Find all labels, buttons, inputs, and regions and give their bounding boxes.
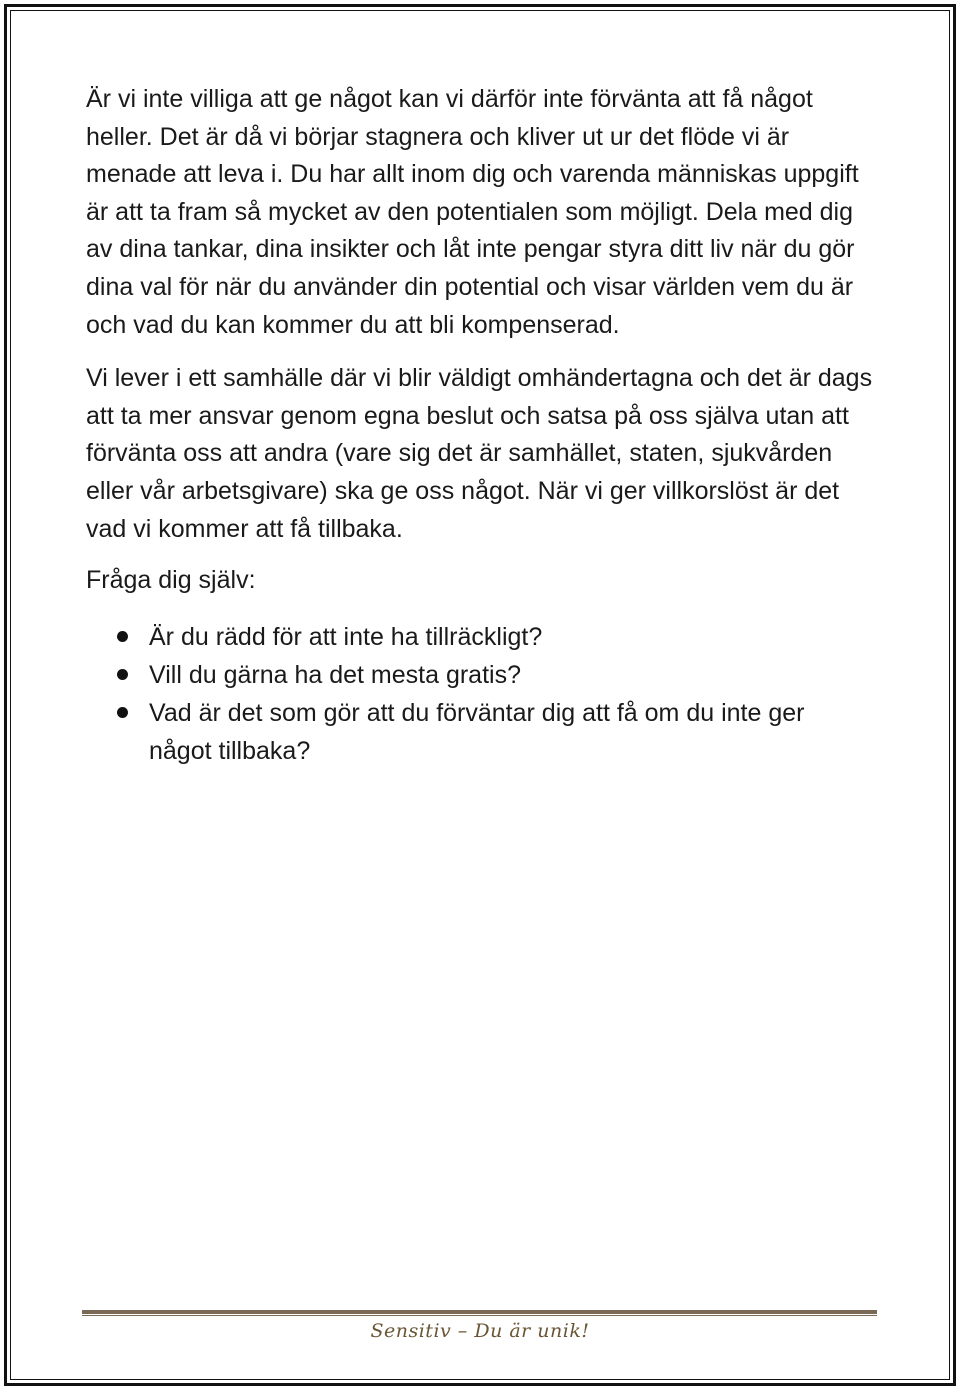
- paragraph-2: Vi lever i ett samhälle där vi blir väldigt omhändertagna och det är dags att ta mer ansvar genom egna beslut och satsa på oss själva utan att förvänta oss att andra (vare sig det är samhället, staten, sjukvården eller vår arbetsgivare) ska ge oss något. När vi ger villkorslöst är det vad vi kommer att få tillbaka.: [86, 364, 873, 543]
- paragraph-1: Är vi inte villiga att ge något kan vi därför inte förvänta att få något heller. Det är då vi börjar stagnera och kliver ut ur det flöde vi är menade att leva i. Du har allt inom dig och varenda människas uppgift är att ta fram så mycket av den potentialen som möjligt. Dela med dig av dina tankar, dina insikter och låt inte pengar styra ditt liv när du gör dina val för när du använder din potential och visar världen vem du är och vad du kan kommer du att bli kompenserad.: [86, 85, 859, 339]
- list-item-text: Vill du gärna ha det mesta gratis?: [149, 660, 521, 689]
- bullet-icon: [117, 631, 128, 642]
- bullet-icon: [117, 669, 128, 680]
- footer-divider: [82, 1310, 877, 1316]
- list-item-text: Är du rädd för att inte ha tillräckligt?: [149, 622, 543, 651]
- questions-heading: Fråga dig själv:: [86, 566, 256, 595]
- list-item: [86, 618, 869, 656]
- list-item-text: Vad är det som gör att du förväntar dig att få om du inte ger något tillbaka?: [149, 698, 805, 765]
- question-list: [86, 618, 886, 770]
- footer-title: Sensitiv – Du är unik!: [370, 1320, 590, 1342]
- list-item: [86, 694, 869, 770]
- list-item: [86, 656, 869, 694]
- bullet-icon: [117, 707, 128, 718]
- document-body: [86, 81, 886, 770]
